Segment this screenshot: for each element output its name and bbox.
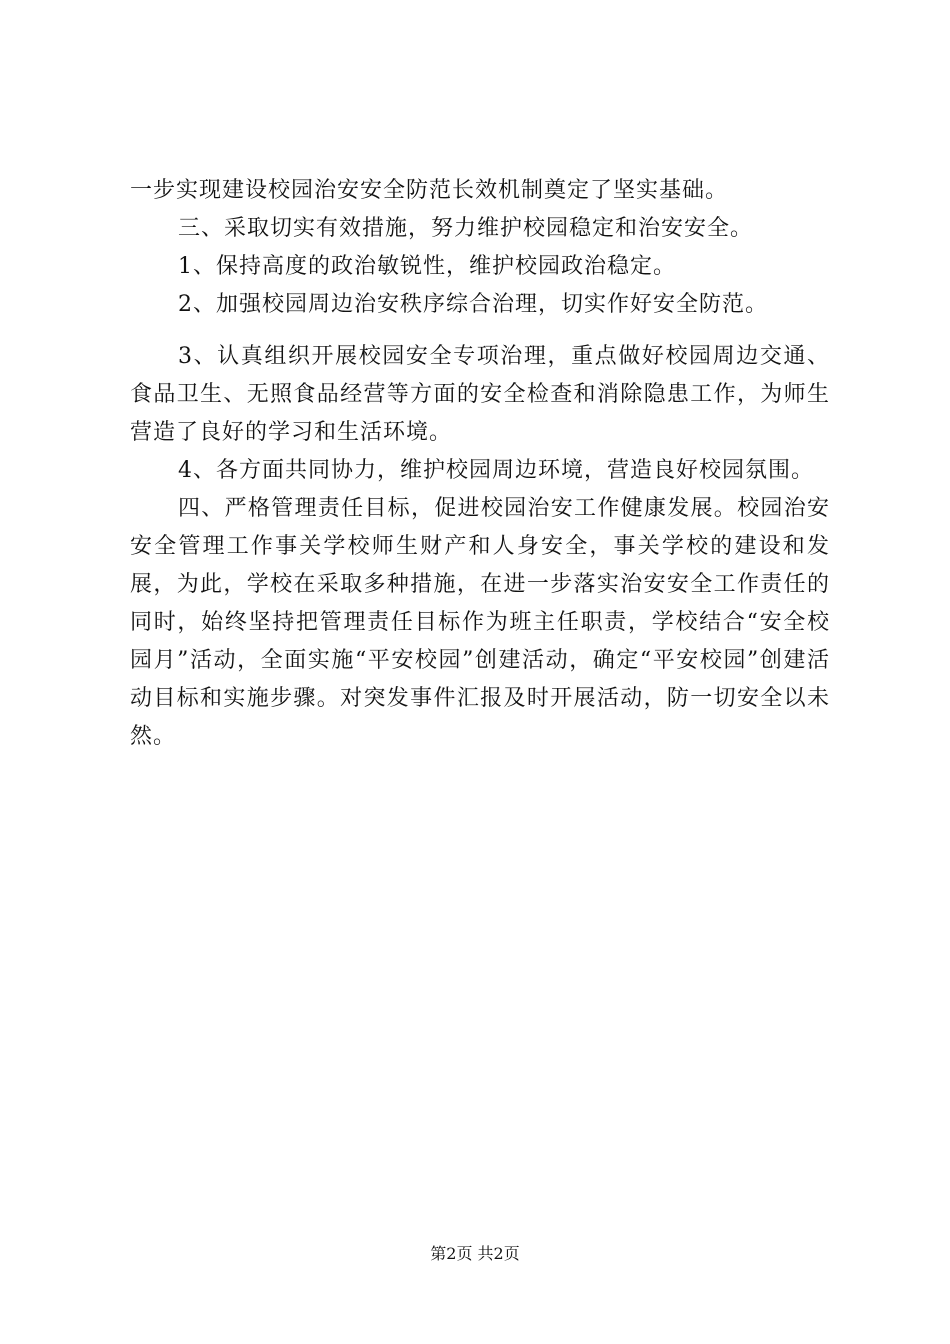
document-body	[130, 172, 830, 756]
paragraph-continuation: 一步实现建设校园治安安全防范长效机制奠定了坚实基础。	[130, 178, 729, 203]
paragraph-item-1: 1、保持高度的政治敏锐性，维护校园政治稳定。	[178, 254, 676, 279]
paragraph-section-three-heading: 三、采取切实有效措施，努力维护校园稳定和治安安全。	[178, 216, 754, 241]
paragraph-section-four: 四、严格管理责任目标，促进校园治安工作健康发展。校园治安安全管理工作事关学校师生财产和人身安全，事关学校的建设和发展，为此，学校在采取多种措施，在进一步落实治安安全工作责任的同时，始终坚持把管理责任目标作为班主任职责，学校结合“安全校园月”活动，全面实施“平安校园”创建活动，确定“平安校园”创建活动目标和实施步骤。对突发事件汇报及时开展活动，防一切安全以未然。	[130, 496, 830, 749]
page-number-footer: 第2页 共2页	[430, 1244, 520, 1263]
paragraph-item-4: 4、各方面共同协力，维护校园周边环境，营造良好校园氛围。	[178, 458, 814, 483]
paragraph-item-2: 2、加强校园周边治安秩序综合治理，切实作好安全防范。	[178, 292, 768, 317]
paragraph-item-3: 3、认真组织开展校园安全专项治理，重点做好校园周边交通、食品卫生、无照食品经营等方面的安全检查和消除隐患工作，为师生营造了良好的学习和生活环境。	[130, 344, 830, 445]
